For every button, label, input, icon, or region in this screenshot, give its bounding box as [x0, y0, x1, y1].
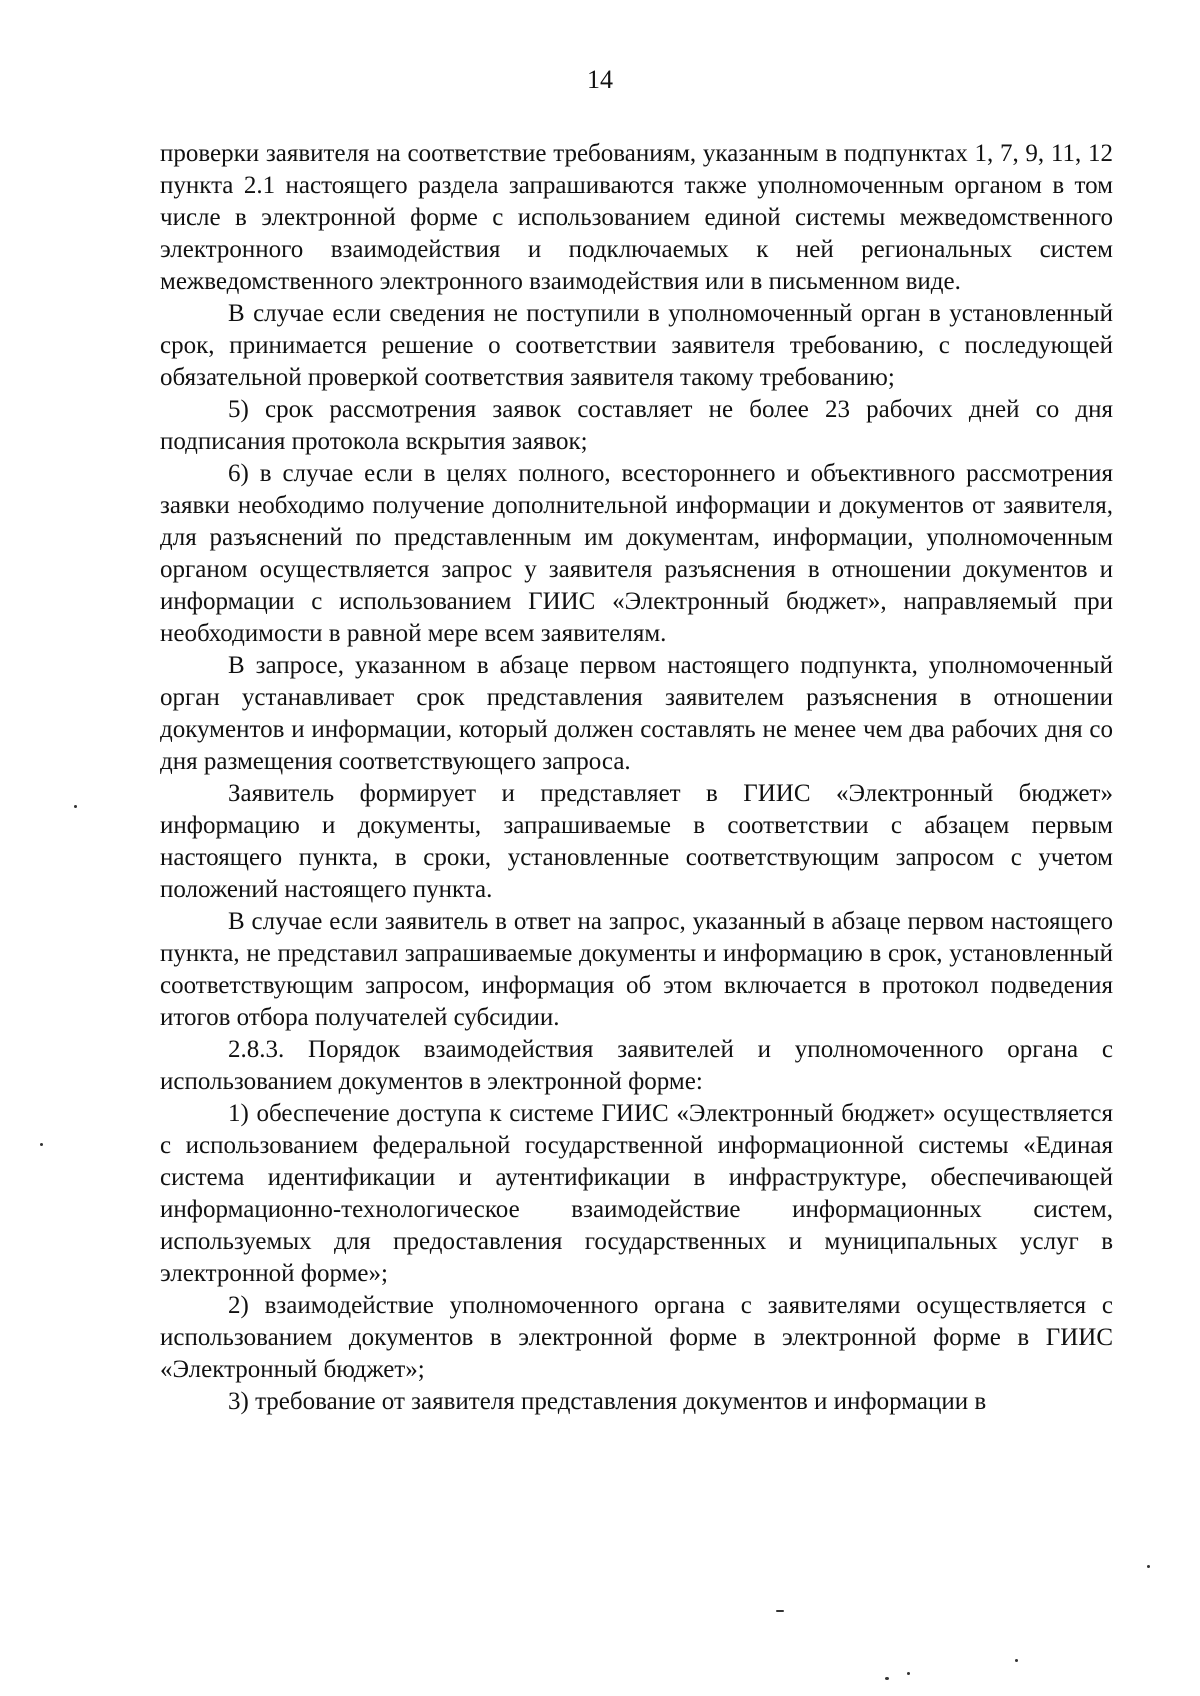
- scan-speck: [776, 1610, 784, 1612]
- document-body: [160, 138, 1113, 1418]
- page-number: 14: [587, 65, 613, 94]
- list-item-1: 1) обеспечение доступа к системе ГИИС «Электронный бюджет» осуществляется с использованием федеральной государственной информационной системы «Единая система идентификации и аутентификации в инфраструктуре, обеспечивающей информационно-технологическое взаимодействие информационных систем, используемых для предоставления государственных и муниципальных услуг в электронной форме»;: [160, 1100, 1113, 1287]
- scan-speck: [1015, 1659, 1018, 1662]
- scan-speck: [907, 1672, 910, 1675]
- paragraph: В случае если заявитель в ответ на запрос, указанный в абзаце первом настоящего пункта, не представил запрашиваемые документы и информацию в срок, установленный соответствующим запросом, информация об этом включается в протокол подведения итогов отбора получателей субсидии.: [160, 908, 1113, 1031]
- scan-speck: [885, 1677, 889, 1680]
- scan-speck: [40, 1143, 43, 1146]
- list-item-2: 2) взаимодействие уполномоченного органа с заявителями осуществляется с использованием документов в электронной форме в электронной форме в ГИИС «Электронный бюджет»;: [160, 1292, 1113, 1383]
- paragraph-continuation: проверки заявителя на соответствие требованиям, указанным в подпунктах 1, 7, 9, 11, 12 пункта 2.1 настоящего раздела запрашиваются также уполномоченным органом в том числе в электронной форме с использованием единой системы межведомственного электронного взаимодействия и подключаемых к ней региональных систем межведомственного электронного взаимодействия или в письменном виде.: [160, 140, 1113, 295]
- paragraph: В случае если сведения не поступили в уполномоченный орган в установленный срок, принимается решение о соответствии заявителя требованию, с последующей обязательной проверкой соответствия заявителя такому требованию;: [160, 300, 1113, 391]
- paragraph: В запросе, указанном в абзаце первом настоящего подпункта, уполномоченный орган устанавливает срок представления заявителем разъяснения в отношении документов и информации, который должен составлять не менее чем два рабочих дня со дня размещения соответствующего запроса.: [160, 652, 1113, 775]
- list-item-6: 6) в случае если в целях полного, всестороннего и объективного рассмотрения заявки необходимо получение дополнительной информации и документов от заявителя, для разъяснений по представленным им документам, информации, уполномоченным органом осуществляется запрос у заявителя разъяснения в отношении документов и информации с использованием ГИИС «Электронный бюджет», направляемый при необходимости в равной мере всем заявителям.: [160, 460, 1113, 647]
- list-item-5: 5) срок рассмотрения заявок составляет не более 23 рабочих дней со дня подписания протокола вскрытия заявок;: [160, 396, 1113, 455]
- paragraph: Заявитель формирует и представляет в ГИИС «Электронный бюджет» информацию и документы, запрашиваемые в соответствии с абзацем первым настоящего пункта, в сроки, установленные соответствующим запросом с учетом положений настоящего пункта.: [160, 780, 1113, 903]
- scan-speck: [1147, 1565, 1150, 1568]
- list-item-3: 3) требование от заявителя представления документов и информации в: [228, 1388, 987, 1415]
- scan-speck: [74, 805, 77, 808]
- section-2-8-3-heading: 2.8.3. Порядок взаимодействия заявителей и уполномоченного органа с использованием документов в электронной форме:: [160, 1036, 1113, 1095]
